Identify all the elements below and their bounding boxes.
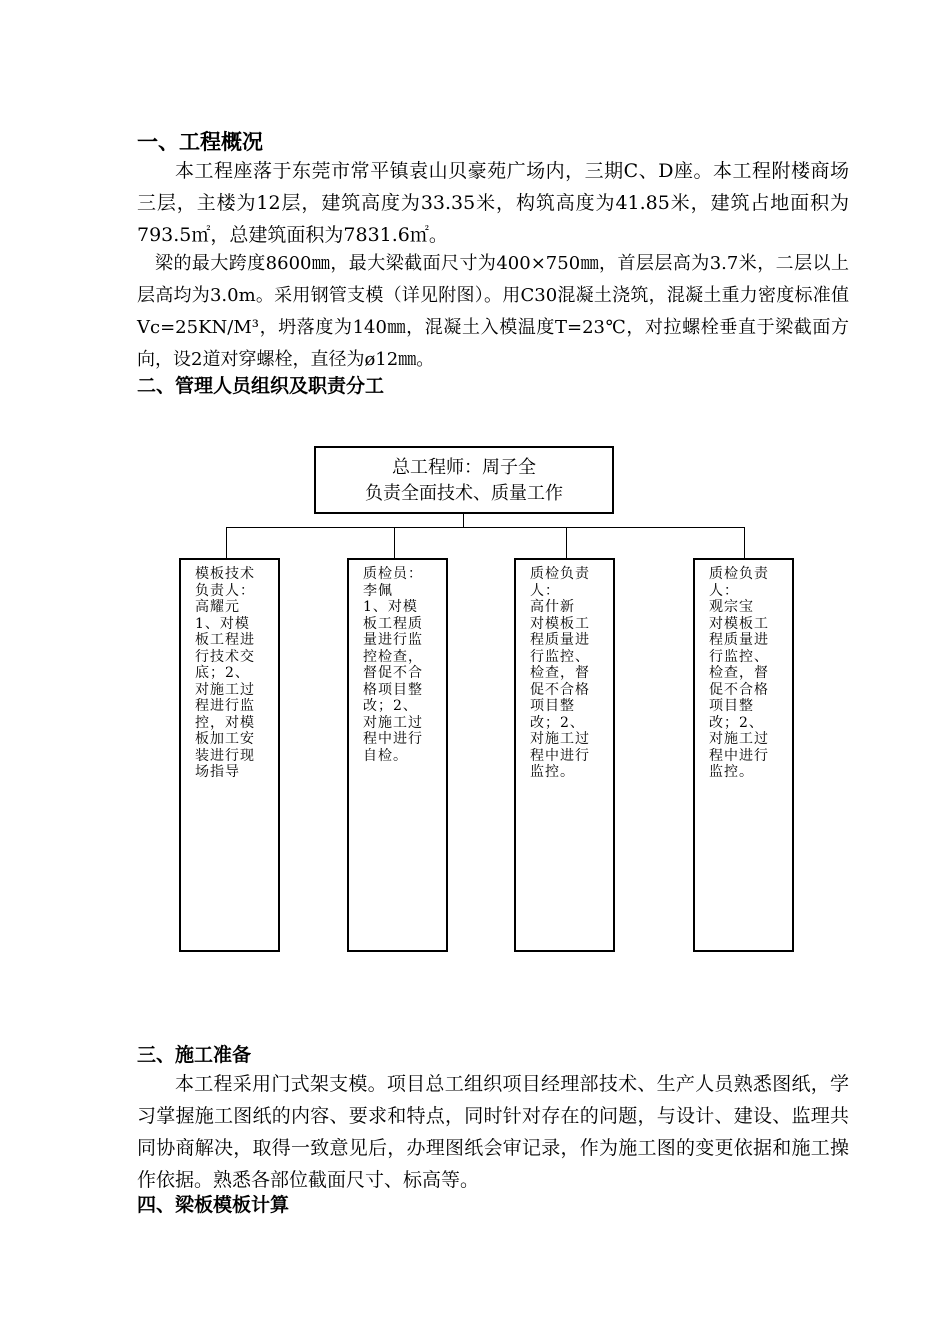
org-box-duties: 1、对模板工程质量进行监控检查，督促不合格项目整改；2、对施工过程中进行自检。 [363,599,423,764]
preparation-paragraph: 本工程采用门式架支模。项目总工组织项目经理部技术、生产人员熟悉图纸，学习掌握施工图纸的内容、要求和特点，同时针对存在的问题，与设计、建设、监理共同协商解决，取得一致意见后，办理图纸会审记录，作为施工图的变更依据和施工操作依据。熟悉各部位截面尺寸、标高等。 [137,1073,849,1191]
org-box-quality-lead-2 [693,558,794,952]
section-heading-preparation: 三、施工准备 [137,1044,252,1066]
org-box-duties: 1、对模板工程进行技术交底；2、对施工过程进行监控，对模板加工安装进行现场指导 [195,615,255,780]
overview-paragraph-1: 本工程座落于东莞市常平镇袁山贝豪苑广场内，三期C、D座。本工程附楼商场三层，主楼为12层，建筑高度为33.35米，构筑高度为41.85米，建筑占地面积为793.5㎡，总建筑面积为7831.6㎡。 [137,160,849,246]
org-box-title: 质检负责人： [530,566,590,599]
org-box-quality-lead-1 [514,558,615,952]
section-heading-calculation: 四、梁板模板计算 [137,1194,290,1216]
org-box-template-tech-lead [179,558,280,952]
org-box-name: 李佩 [363,582,393,599]
connector-drop-4 [744,527,745,558]
org-chief-engineer-duty: 负责全面技术、质量工作 [365,483,563,504]
org-box-quality-inspector [347,558,448,952]
connector-drop-3 [566,527,567,558]
org-box-name: 观宗宝 [709,599,754,615]
org-box-duties: 对模板工程质量进行监控、检查，督促不合格项目整改；2、对施工过程中进行监控。 [530,615,590,780]
connector-drop-1 [226,527,227,558]
connector-drop-2 [394,527,395,558]
org-box-name: 高耀元 [195,599,240,615]
org-box-duties: 对模板工程质量进行监控、检查，督促不合格项目整改；2、对施工过程中进行监控。 [709,615,769,780]
org-chief-engineer-name: 总工程师：周子全 [392,457,536,478]
section-heading-management: 二、管理人员组织及职责分工 [137,375,385,397]
connector-horizontal [226,527,745,528]
org-box-title: 模板技术负责人： [195,566,255,599]
org-chief-engineer-box [314,446,614,514]
overview-paragraph-2: 梁的最大跨度8600㎜，最大梁截面尺寸为400×750㎜，首层层高为3.7米，二层以上层高均为3.0m。采用钢管支模（详见附图）。用C30混凝土浇筑，混凝土重力密度标准值Vc=25KN/M³，坍落度为140㎜，混凝土入模温度T=23℃，对拉螺栓垂直于梁截面方向，设2道对穿螺栓，直径为ø12㎜。 [137,253,849,370]
connector-trunk [463,514,464,527]
section-heading-overview: 一、工程概况 [137,130,263,154]
org-box-title: 质检员： [363,566,423,582]
org-box-title: 质检负责人： [709,566,769,599]
org-box-name: 高什新 [530,599,575,615]
